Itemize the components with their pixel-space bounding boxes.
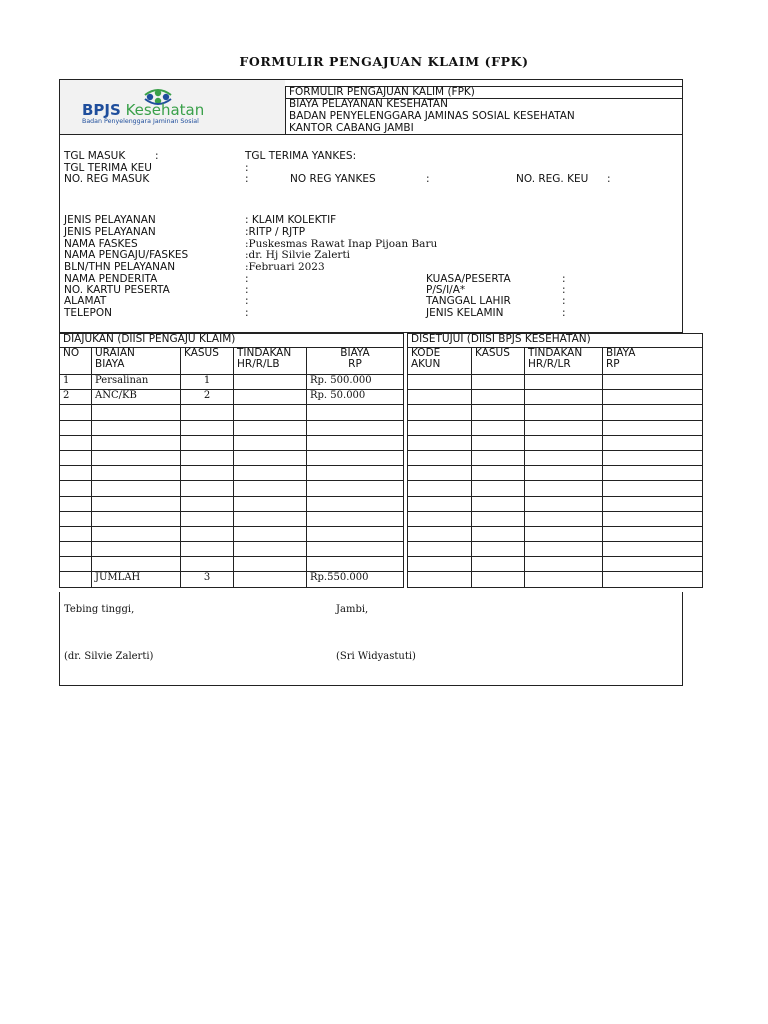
cell-no[interactable] xyxy=(60,526,92,541)
kuasa-colon: : xyxy=(562,273,566,285)
cell-tindakan[interactable] xyxy=(234,557,307,572)
sign-left-place: Tebing tinggi, xyxy=(64,604,135,615)
cell-tindakan-approved[interactable] xyxy=(525,450,603,465)
cell-uraian[interactable]: Persalinan xyxy=(92,375,181,390)
section-disetujui: DISETUJUI (DIISI BPJS KESEHATAN) xyxy=(408,334,703,348)
table-row xyxy=(60,405,703,420)
col-kasus: KASUS xyxy=(181,348,234,375)
cell-biaya[interactable]: Rp. 500.000 xyxy=(307,375,404,390)
table-row xyxy=(60,390,703,405)
cell-biaya-approved[interactable] xyxy=(603,375,703,390)
psia-label: P/S/I/A* xyxy=(426,284,466,296)
cell-biaya-approved[interactable] xyxy=(603,511,703,526)
cell-biaya-approved[interactable] xyxy=(603,496,703,511)
cell-biaya-approved[interactable] xyxy=(603,481,703,496)
cell-biaya-approved[interactable] xyxy=(603,526,703,541)
kuasa-label: KUASA/PESERTA xyxy=(426,273,511,285)
cell-kasus-approved[interactable] xyxy=(472,435,525,450)
cell-uraian[interactable] xyxy=(92,405,181,420)
cell-tindakan[interactable] xyxy=(234,450,307,465)
bpjs-logo-text xyxy=(82,101,204,119)
table-row xyxy=(60,466,703,481)
tgl-masuk-colon: : xyxy=(155,150,159,162)
no-reg-yankes-colon: : xyxy=(426,173,430,185)
telepon-colon: : xyxy=(245,307,249,319)
cell-kasus-approved[interactable] xyxy=(472,450,525,465)
cell-tindakan-approved[interactable] xyxy=(525,557,603,572)
cell-no[interactable] xyxy=(60,481,92,496)
cell-kasus-approved[interactable] xyxy=(472,390,525,405)
col-biaya-approved: BIAYA RP xyxy=(603,348,703,375)
cell-biaya-approved[interactable] xyxy=(603,420,703,435)
table-row xyxy=(60,496,703,511)
cell-kode-akun[interactable] xyxy=(408,375,472,390)
cell-kode-akun[interactable] xyxy=(408,420,472,435)
cell-biaya-approved[interactable] xyxy=(603,405,703,420)
cell-kasus[interactable] xyxy=(181,450,234,465)
cell-uraian[interactable] xyxy=(92,450,181,465)
cell-uraian[interactable] xyxy=(92,420,181,435)
cell-biaya[interactable] xyxy=(307,435,404,450)
cell-biaya[interactable] xyxy=(307,496,404,511)
cell-biaya[interactable] xyxy=(307,542,404,557)
nama-pengaju-label: NAMA PENGAJU/FASKES xyxy=(64,249,189,261)
cell-kasus[interactable] xyxy=(181,496,234,511)
cell-kasus[interactable] xyxy=(181,466,234,481)
cell-kasus[interactable]: 1 xyxy=(181,375,234,390)
cell-tindakan[interactable] xyxy=(234,542,307,557)
table-row xyxy=(60,420,703,435)
tgl-terima-keu-colon: : xyxy=(245,162,249,174)
psia-colon: : xyxy=(562,284,566,296)
tgl-lahir-label: TANGGAL LAHIR xyxy=(426,295,511,307)
bpjs-wordmark: BPJS xyxy=(82,101,121,119)
jenis-kelamin-colon: : xyxy=(562,307,566,319)
tgl-lahir-colon: : xyxy=(562,295,566,307)
no-kartu-label: NO. KARTU PESERTA xyxy=(64,284,170,296)
section-diajukan: DIAJUKAN (DIISI PENGAJU KLAIM) xyxy=(60,334,404,348)
cell-tindakan[interactable] xyxy=(234,466,307,481)
cell-tindakan-approved[interactable] xyxy=(525,375,603,390)
jenis-kelamin-label: JENIS KELAMIN xyxy=(426,307,504,319)
nama-faskes-label: NAMA FASKES xyxy=(64,238,138,250)
cell-kasus-approved[interactable] xyxy=(472,557,525,572)
cell-kasus[interactable] xyxy=(181,542,234,557)
cell-biaya-approved[interactable] xyxy=(603,435,703,450)
cell-tindakan-approved[interactable] xyxy=(525,496,603,511)
jenis-pelayanan-1-label: JENIS PELAYANAN xyxy=(64,214,156,226)
cell-biaya-approved[interactable] xyxy=(603,542,703,557)
telepon-label: TELEPON xyxy=(64,307,112,319)
table-row xyxy=(60,511,703,526)
cell-no[interactable]: 1 xyxy=(60,375,92,390)
col-kode-akun: KODE AKUN xyxy=(408,348,472,375)
cell-tindakan-approved[interactable] xyxy=(525,542,603,557)
no-reg-masuk-colon: : xyxy=(245,173,249,185)
signature-frame xyxy=(59,592,683,686)
total-biaya-approved[interactable] xyxy=(603,572,703,587)
cell-tindakan-approved[interactable] xyxy=(525,420,603,435)
cell-tindakan-approved[interactable] xyxy=(525,390,603,405)
cell-tindakan-approved[interactable] xyxy=(525,435,603,450)
cell-no[interactable] xyxy=(60,511,92,526)
form-title: FORMULIR PENGAJUAN KLAIM (FPK) xyxy=(239,54,529,69)
bpjs-tagline: Badan Penyelenggara Jaminan Sosial xyxy=(82,118,199,125)
header-line-3: BADAN PENYELENGGARA JAMINAS SOSIAL KESEHATAN xyxy=(289,109,575,122)
no-reg-keu-label: NO. REG. KEU xyxy=(516,173,589,185)
cell-kasus[interactable] xyxy=(181,405,234,420)
total-kasus-approved[interactable] xyxy=(472,572,525,587)
cell-biaya-approved[interactable] xyxy=(603,390,703,405)
header-info-box xyxy=(285,86,683,135)
total-tindakan-approved[interactable] xyxy=(525,572,603,587)
jenis-pelayanan-2-value: :RITP / RJTP xyxy=(245,226,306,238)
total-tindakan[interactable] xyxy=(234,572,307,587)
cell-biaya[interactable] xyxy=(307,557,404,572)
cell-kasus[interactable]: 2 xyxy=(181,390,234,405)
nama-penderita-colon: : xyxy=(245,273,249,285)
cell-kasus-approved[interactable] xyxy=(472,511,525,526)
cell-kasus[interactable] xyxy=(181,511,234,526)
cell-no[interactable] xyxy=(60,405,92,420)
cell-uraian[interactable] xyxy=(92,496,181,511)
cell-tindakan[interactable] xyxy=(234,481,307,496)
cell-no[interactable]: 2 xyxy=(60,390,92,405)
cell-tindakan[interactable] xyxy=(234,420,307,435)
no-kartu-colon: : xyxy=(245,284,249,296)
cell-kasus[interactable] xyxy=(181,557,234,572)
total-no[interactable] xyxy=(60,572,92,587)
table-row xyxy=(60,435,703,450)
cell-tindakan[interactable] xyxy=(234,511,307,526)
cell-uraian[interactable] xyxy=(92,466,181,481)
cell-biaya-approved[interactable] xyxy=(603,557,703,572)
col-tindakan: TINDAKAN HR/R/LB xyxy=(234,348,307,375)
tgl-terima-yankes: TGL TERIMA YANKES: xyxy=(245,150,357,162)
cell-tindakan[interactable] xyxy=(234,435,307,450)
cell-kode-akun[interactable] xyxy=(408,542,472,557)
cell-biaya[interactable] xyxy=(307,511,404,526)
cell-no[interactable] xyxy=(60,466,92,481)
table-row xyxy=(60,450,703,465)
col-tindakan-approved: TINDAKAN HR/R/LR xyxy=(525,348,603,375)
cell-uraian[interactable]: ANC/KB xyxy=(92,390,181,405)
jenis-pelayanan-1-value: : KLAIM KOLEKTIF xyxy=(245,214,337,226)
nama-faskes-value: :Puskesmas Rawat Inap Pijoan Baru xyxy=(245,238,438,250)
col-kasus-approved: KASUS xyxy=(472,348,525,375)
cell-kode-akun[interactable] xyxy=(408,466,472,481)
cell-biaya[interactable] xyxy=(307,526,404,541)
cell-tindakan-approved[interactable] xyxy=(525,511,603,526)
cell-no[interactable] xyxy=(60,557,92,572)
section-header-row xyxy=(60,334,703,348)
sign-right-name: (Sri Widyastuti) xyxy=(336,651,416,662)
alamat-colon: : xyxy=(245,295,249,307)
cell-kode-akun[interactable] xyxy=(408,557,472,572)
cell-uraian[interactable] xyxy=(92,511,181,526)
col-no: NO xyxy=(60,348,92,375)
cell-tindakan[interactable] xyxy=(234,405,307,420)
cell-kode-akun[interactable] xyxy=(408,435,472,450)
cell-tindakan-approved[interactable] xyxy=(525,405,603,420)
cell-kode-akun[interactable] xyxy=(408,390,472,405)
cell-tindakan[interactable] xyxy=(234,526,307,541)
alamat-label: ALAMAT xyxy=(64,295,107,307)
claim-rows xyxy=(60,375,703,572)
cell-uraian[interactable] xyxy=(92,557,181,572)
cell-tindakan-approved[interactable] xyxy=(525,466,603,481)
sign-right-place: Jambi, xyxy=(336,604,369,615)
cell-kode-akun[interactable] xyxy=(408,405,472,420)
cell-kode-akun[interactable] xyxy=(408,481,472,496)
table-row xyxy=(60,481,703,496)
header-line-1: FORMULIR PENGAJUAN KALIM (FPK) xyxy=(286,87,682,99)
sign-left-name: (dr. Silvie Zalerti) xyxy=(64,651,154,662)
cell-uraian[interactable] xyxy=(92,542,181,557)
total-kasus[interactable]: 3 xyxy=(181,572,234,587)
cell-no[interactable] xyxy=(60,435,92,450)
cell-kasus-approved[interactable] xyxy=(472,496,525,511)
cell-kasus-approved[interactable] xyxy=(472,542,525,557)
col-uraian: URAIAN BIAYA xyxy=(92,348,181,375)
cell-no[interactable] xyxy=(60,420,92,435)
cell-kode-akun[interactable] xyxy=(408,526,472,541)
cell-kasus-approved[interactable] xyxy=(472,375,525,390)
tgl-masuk-label: TGL MASUK xyxy=(64,150,126,162)
header-line-2: BIAYA PELAYANAN KESEHATAN xyxy=(289,98,448,110)
column-header-row xyxy=(60,348,703,375)
header-line-4: KANTOR CABANG JAMBI xyxy=(289,121,414,134)
cell-tindakan-approved[interactable] xyxy=(525,481,603,496)
cell-biaya[interactable] xyxy=(307,405,404,420)
col-biaya: BIAYA RP xyxy=(307,348,404,375)
cell-uraian[interactable] xyxy=(92,435,181,450)
cell-tindakan[interactable] xyxy=(234,390,307,405)
total-biaya[interactable]: Rp.550.000 xyxy=(307,572,404,587)
cell-kode-akun[interactable] xyxy=(408,496,472,511)
cell-kasus[interactable] xyxy=(181,420,234,435)
tgl-terima-keu-label: TGL TERIMA KEU xyxy=(64,162,152,174)
total-row xyxy=(60,572,703,587)
table-row xyxy=(60,557,703,572)
table-row xyxy=(60,542,703,557)
cell-kasus-approved[interactable] xyxy=(472,420,525,435)
cell-biaya[interactable] xyxy=(307,481,404,496)
cell-kasus-approved[interactable] xyxy=(472,526,525,541)
cell-no[interactable] xyxy=(60,542,92,557)
cell-no[interactable] xyxy=(60,496,92,511)
cell-no[interactable] xyxy=(60,450,92,465)
cell-kasus-approved[interactable] xyxy=(472,405,525,420)
cell-tindakan-approved[interactable] xyxy=(525,526,603,541)
cell-tindakan[interactable] xyxy=(234,375,307,390)
cell-biaya[interactable] xyxy=(307,466,404,481)
cell-biaya-approved[interactable] xyxy=(603,450,703,465)
cell-biaya[interactable] xyxy=(307,450,404,465)
bln-thn-label: BLN/THN PELAYANAN xyxy=(64,261,176,273)
total-label: JUMLAH xyxy=(92,572,181,587)
jenis-pelayanan-2-label: JENIS PELAYANAN xyxy=(64,226,156,238)
cell-uraian[interactable] xyxy=(92,481,181,496)
nama-pengaju-value: :dr. Hj Silvie Zalerti xyxy=(245,249,351,261)
cell-kode-akun[interactable] xyxy=(408,511,472,526)
nama-penderita-label: NAMA PENDERITA xyxy=(64,273,158,285)
no-reg-yankes-label: NO REG YANKES xyxy=(290,173,376,185)
bln-thn-value: :Februari 2023 xyxy=(245,261,325,273)
table-row xyxy=(60,375,703,390)
kesehatan-wordmark: Kesehatan xyxy=(125,101,205,119)
no-reg-keu-colon: : xyxy=(607,173,611,185)
no-reg-masuk-label: NO. REG MASUK xyxy=(64,173,150,185)
cell-kasus-approved[interactable] xyxy=(472,466,525,481)
cell-kasus[interactable] xyxy=(181,481,234,496)
cell-biaya[interactable]: Rp. 50.000 xyxy=(307,390,404,405)
cell-tindakan[interactable] xyxy=(234,496,307,511)
table-row xyxy=(60,526,703,541)
cell-kasus[interactable] xyxy=(181,526,234,541)
claim-table xyxy=(59,333,703,588)
cell-biaya[interactable] xyxy=(307,420,404,435)
total-kode-akun[interactable] xyxy=(408,572,472,587)
cell-biaya-approved[interactable] xyxy=(603,466,703,481)
cell-kode-akun[interactable] xyxy=(408,450,472,465)
cell-uraian[interactable] xyxy=(92,526,181,541)
bpjs-logo xyxy=(60,80,285,134)
cell-kasus[interactable] xyxy=(181,435,234,450)
cell-kasus-approved[interactable] xyxy=(472,481,525,496)
